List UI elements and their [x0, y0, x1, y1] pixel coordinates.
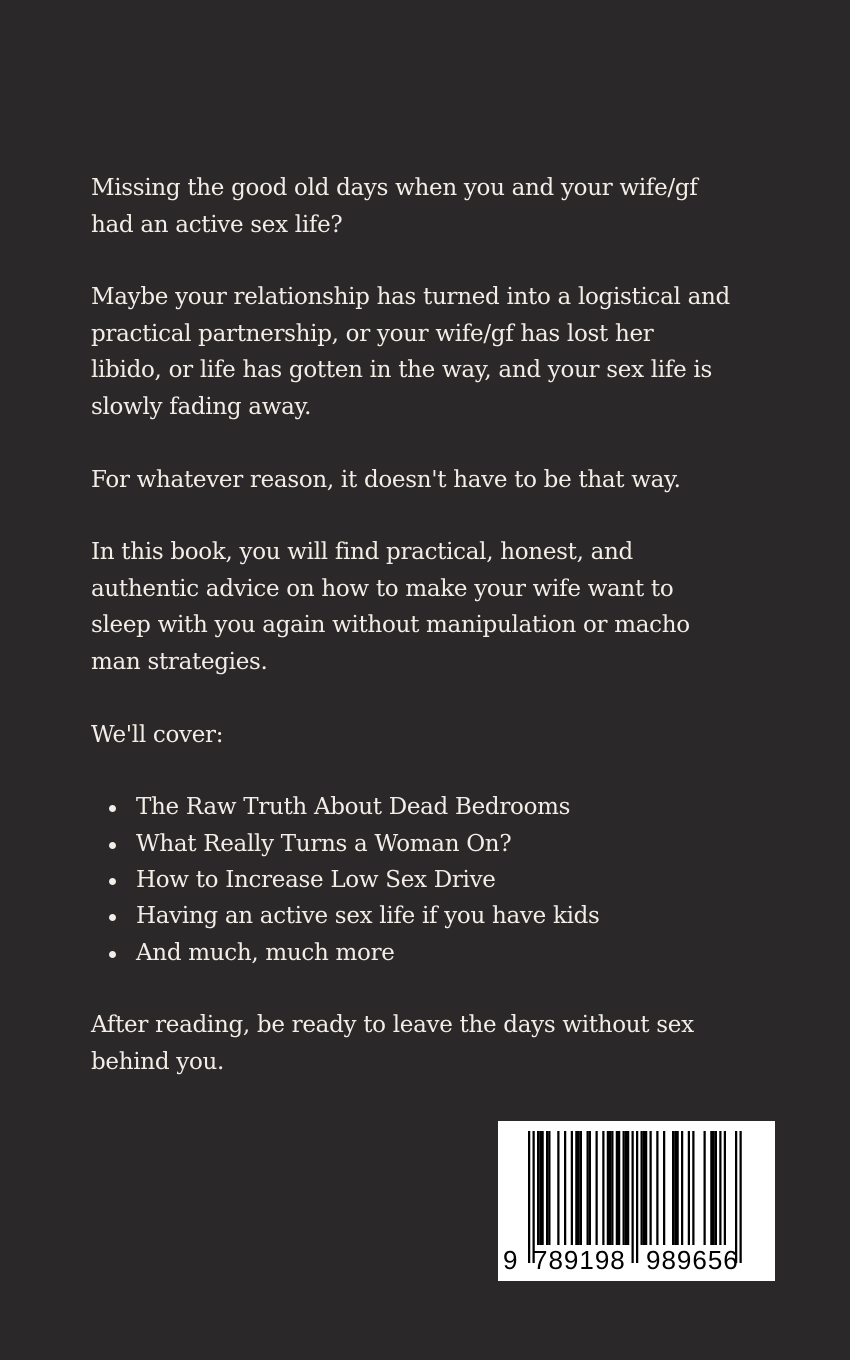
barcode-bar — [548, 1131, 550, 1245]
back-cover-blurb — [91, 170, 731, 1116]
barcode-bar — [539, 1131, 541, 1245]
bullet-dot-icon — [109, 842, 116, 849]
barcode-bar — [650, 1131, 652, 1245]
barcode-bar — [674, 1131, 676, 1245]
barcode-bar — [571, 1131, 573, 1245]
barcode-bar — [618, 1131, 620, 1245]
barcode-bar — [589, 1131, 591, 1245]
barcode-bar — [719, 1131, 721, 1245]
barcode-bar — [704, 1131, 706, 1245]
cover-intro-paragraph: We'll cover: — [91, 721, 224, 748]
barcode-bar — [611, 1131, 613, 1245]
barcode-bar — [677, 1131, 679, 1245]
barcode-bar — [688, 1131, 690, 1245]
barcode-bar — [616, 1131, 618, 1245]
list-item-label: What Really Turns a Woman On? — [136, 830, 512, 857]
barcode-bar — [542, 1131, 544, 1245]
list-item — [91, 789, 731, 825]
barcode-bar — [557, 1131, 559, 1245]
isbn-left-digits: 789198 — [533, 1245, 626, 1275]
barcode-bar — [672, 1131, 674, 1245]
list-item-label: Having an active sex life if you have kids — [136, 903, 600, 930]
barcode-bar — [715, 1131, 717, 1245]
barcode-bar — [607, 1131, 609, 1245]
list-item — [91, 898, 731, 934]
barcode-bar — [546, 1131, 548, 1245]
barcode-bar — [713, 1131, 715, 1245]
list-item — [91, 862, 731, 898]
barcode-bar — [578, 1131, 580, 1245]
barcode-bar — [528, 1131, 530, 1263]
bullet-dot-icon — [109, 914, 116, 921]
closing-paragraph: After reading, be ready to leave the days without sex behind you. — [91, 1012, 694, 1075]
barcode-bar — [724, 1131, 726, 1245]
bullet-dot-icon — [109, 878, 116, 885]
barcode-bar — [625, 1131, 627, 1245]
barcode-bar — [564, 1131, 566, 1245]
barcode-bar — [609, 1131, 611, 1245]
book-description-paragraph: In this book, you will find practical, honest, and authentic advice on how to make your wife want to sleep with you again without manipulation or macho man strategies. — [91, 539, 690, 675]
barcode-bar — [681, 1131, 683, 1245]
list-item — [91, 826, 731, 862]
relationship-paragraph: Maybe your relationship has turned into a logistical and practical partnership, or your wife/gf has lost her libido, or life has gotten in the way, and your sex life is slowly fading away. — [91, 284, 730, 420]
reason-paragraph: For whatever reason, it doesn't have to be that way. — [91, 466, 681, 493]
barcode-bar — [627, 1131, 629, 1245]
barcode-bar — [710, 1131, 712, 1245]
barcode-bar — [636, 1131, 638, 1263]
topics-list — [91, 789, 731, 971]
list-item — [91, 935, 731, 971]
barcode-bar — [623, 1131, 625, 1245]
barcode-bar — [656, 1131, 658, 1245]
barcode-bar — [596, 1131, 598, 1245]
isbn-barcode — [498, 1121, 775, 1281]
list-item-label: How to Increase Low Sex Drive — [136, 866, 496, 893]
isbn-right-digits: 989656 — [646, 1245, 739, 1275]
barcode-bar — [692, 1131, 694, 1245]
barcode-bar — [645, 1131, 647, 1245]
barcode-bar — [533, 1131, 535, 1263]
list-item-label: The Raw Truth About Dead Bedrooms — [136, 794, 571, 821]
bullet-dot-icon — [109, 951, 116, 958]
bullet-dot-icon — [109, 805, 116, 812]
barcode-bar — [663, 1131, 665, 1245]
barcode-bar — [537, 1131, 539, 1245]
barcode-bar — [580, 1131, 582, 1245]
isbn-first-digit: 9 — [503, 1245, 519, 1275]
barcode-bar — [641, 1131, 643, 1245]
intro-paragraph: Missing the good old days when you and your wife/gf had an active sex life? — [91, 175, 698, 238]
barcode-bar — [632, 1131, 634, 1263]
barcode-bar — [602, 1131, 604, 1245]
barcode-bar — [740, 1131, 742, 1263]
barcode-bar — [575, 1131, 577, 1245]
barcode-bar — [643, 1131, 645, 1245]
list-item-label: And much, much more — [136, 939, 395, 966]
isbn-number — [498, 1245, 775, 1275]
barcode-bar — [587, 1131, 589, 1245]
barcode-bar — [735, 1131, 737, 1263]
